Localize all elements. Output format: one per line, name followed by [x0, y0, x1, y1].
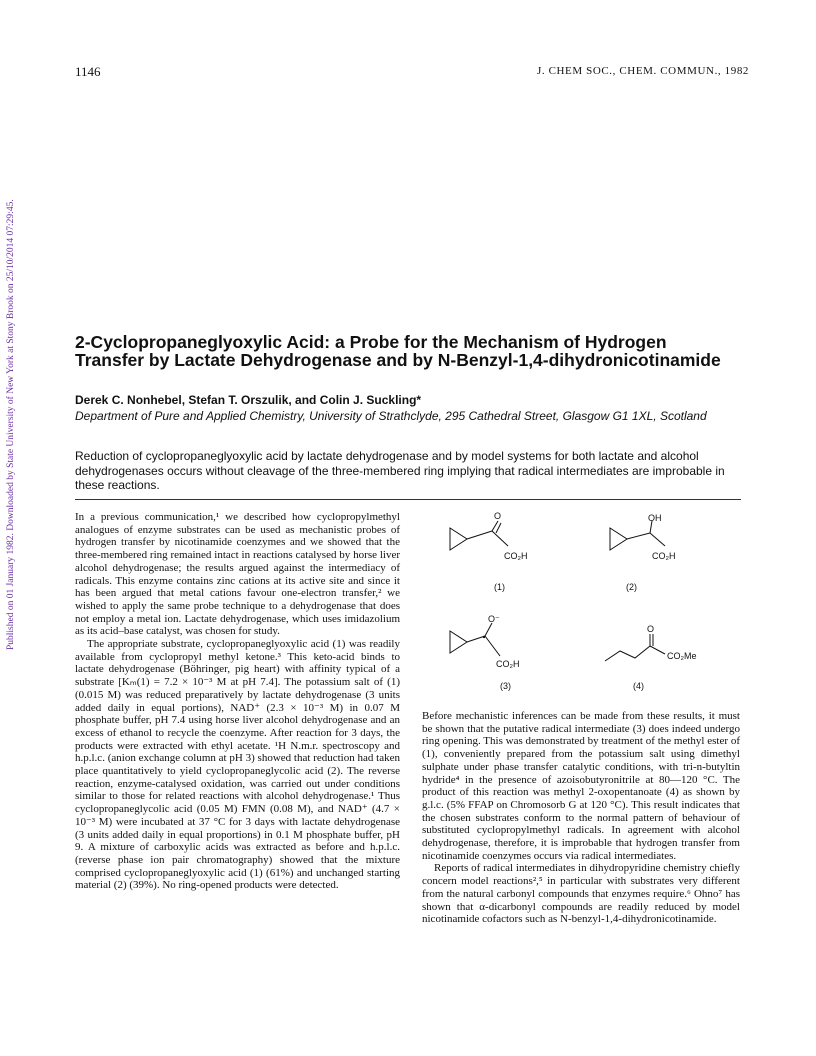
cyclopropane-ring [450, 631, 467, 653]
chemical-structures-figure [430, 506, 730, 696]
s1-label: (1) [494, 582, 505, 592]
s3-carboxyl: CO₂H [496, 659, 520, 669]
cyclopropane-ring [450, 528, 467, 550]
s4-oxygen: O [647, 624, 655, 634]
cyclopropane-ring [610, 528, 627, 550]
abstract-divider [75, 499, 741, 500]
article-authors: Derek C. Nonhebel, Stefan T. Orszulik, and Colin J. Suckling* [75, 393, 422, 407]
s2-label: (2) [626, 582, 637, 592]
structure-2 [610, 521, 665, 550]
structure-3 [450, 623, 500, 656]
s1-oxygen: O [494, 511, 502, 521]
body-paragraph: In a previous communication,¹ we described how cyclopropylmethyl analogues of enzyme substrates can be used as mechanistic probes of hydrogen transfer by nicotinamide coenzymes and we showed that the three-membered ring remained intact in reactions catalysed by horse liver alcohol dehydrogenase; the results argued against the intermediacy of radicals. This enzyme contains zinc cations at its active site and since it has been argued that metal cations favour one-electron transfer,² we wished to apply the same probe technique to a dehydrogenase that does not employ a metal ion. Lactate dehydrogenase, which uses imidazolium as its acid–base catalyst, was chosen for study. [75, 511, 400, 638]
download-watermark [4, 150, 20, 650]
s1-carboxyl: CO₂H [504, 551, 528, 561]
s4-ester: CO₂Me [667, 651, 697, 661]
body-column-left [75, 511, 400, 892]
article-affiliation: Department of Pure and Applied Chemistry, University of Strathclyde, 295 Cathedral Street, Glasgow G1 1XL, Scotland [75, 409, 707, 423]
body-paragraph: Before mechanistic inferences can be made from these results, it must be shown that the putative radical intermediate (3) does indeed undergo ring opening. This was demonstrated by treatment of the methyl ester of (1), conveniently prepared from the potassium salt using dimethyl sulphate under phase transfer catalytic conditions, with tri-n-butyltin hydride⁴ in the presence of azoisobutyronitrile at 80—120 °C. The product of this reaction was methyl 2-oxopentanoate (4) as shown by g.l.c. (5% FFAP on Chromosorb G at 120 °C). This result indicates that the chosen substrates conform to the normal pattern of behaviour of substituted cyclopropylmethyl radicals. In agreement with alcohol dehydrogenase, therefore, it is improbable that hydrogen transfer from nicotinamide coenzymes occurs via radical intermediates. [422, 710, 740, 862]
article-title: 2-Cyclopropaneglyoxylic Acid: a Probe for the Mechanism of Hydrogen Transfer by Lactate Dehydrogenase and by N-Benzyl-1,4-dihydronicotinamide [75, 332, 721, 370]
journal-header: J. CHEM SOC., CHEM. COMMUN., 1982 [537, 65, 750, 77]
s4-label: (4) [633, 681, 644, 691]
body-paragraph: Reports of radical intermediates in dihydropyridine chemistry chiefly concern model reactions²,⁵ in particular with substrates very different from the natural carbonyl compounds that enzymes require.⁶ Ohno⁷ has shown that α-dicarbonyl compounds are readily reduced by model nicotinamide cofactors such as N-benzyl-1,4-dihydronicotinamide. [422, 862, 740, 926]
body-paragraph: The appropriate substrate, cyclopropaneglyoxylic acid (1) was readily available from cyclopropyl methyl ketone.³ This keto-acid binds to lactate dehydrogenase (Böhringer, pig heart) with affinity typical of a substrate [Kₘ(1) = 7.2 × 10⁻³ M at pH 7.4]. The potassium salt of (1) (0.015 M) was reduced preparatively by lactate dehydrogenase (3 units added daily in equal portions), NAD⁺ (2.3 × 10⁻³ M) in 0.07 M phosphate buffer, pH 7.4 using horse liver alcohol dehydrogenase and an excess of ethanol to recycle the coenzyme. After reaction for 3 days, the products were extracted with ethyl acetate. ¹H N.m.r. spectroscopy and h.p.l.c. (anion exchange column at pH 3) showed that reduction had taken place quantitatively to yield cyclopropaneglycolic acid (2). The reverse reaction, enzyme-catalysed oxidation, was carried out under conditions similar to those for related reactions with alcohol dehydrogenase.¹ Thus cyclopropaneglycolic acid (0.05 M) FMN (0.08 M), and NAD⁺ (4.7 × 10⁻³ M) were incubated at 37 °C for 3 days with lactate dehydrogenase (3 units added daily in equal proportions) in 0.1 M phosphate buffer, pH 9. A mixture of carboxylic acids was extracted as before and h.p.l.c. (reverse phase ion pair chromatography) showed that the mixture comprised cyclopropaneglyoxylic acid (1) (61%) and unchanged starting material (2) (39%). No ring-opened products were detected. [75, 638, 400, 892]
s2-carboxyl: CO₂H [652, 551, 676, 561]
radical-dot [483, 636, 485, 638]
download-watermark-text: Published on 01 January 1982. Downloaded by State University of New York at Stony Brook on 25/10/2014 07:29:45. [6, 199, 16, 650]
structures-svg [430, 506, 730, 696]
s2-hydroxyl: OH [648, 513, 662, 523]
s3-oxyanion: O⁻ [488, 614, 500, 624]
structure-4 [605, 634, 665, 661]
structure-1 [450, 521, 508, 550]
s3-label: (3) [500, 681, 511, 691]
article-abstract: Reduction of cyclopropaneglyoxylic acid by lactate dehydrogenase and by model systems for both lactate and alcohol dehydrogenases occurs without cleavage of the three-membered ring implying that radical intermediates are improbable in these reactions. [75, 449, 725, 492]
body-column-right [422, 710, 740, 926]
page-number: 1146 [75, 64, 101, 79]
